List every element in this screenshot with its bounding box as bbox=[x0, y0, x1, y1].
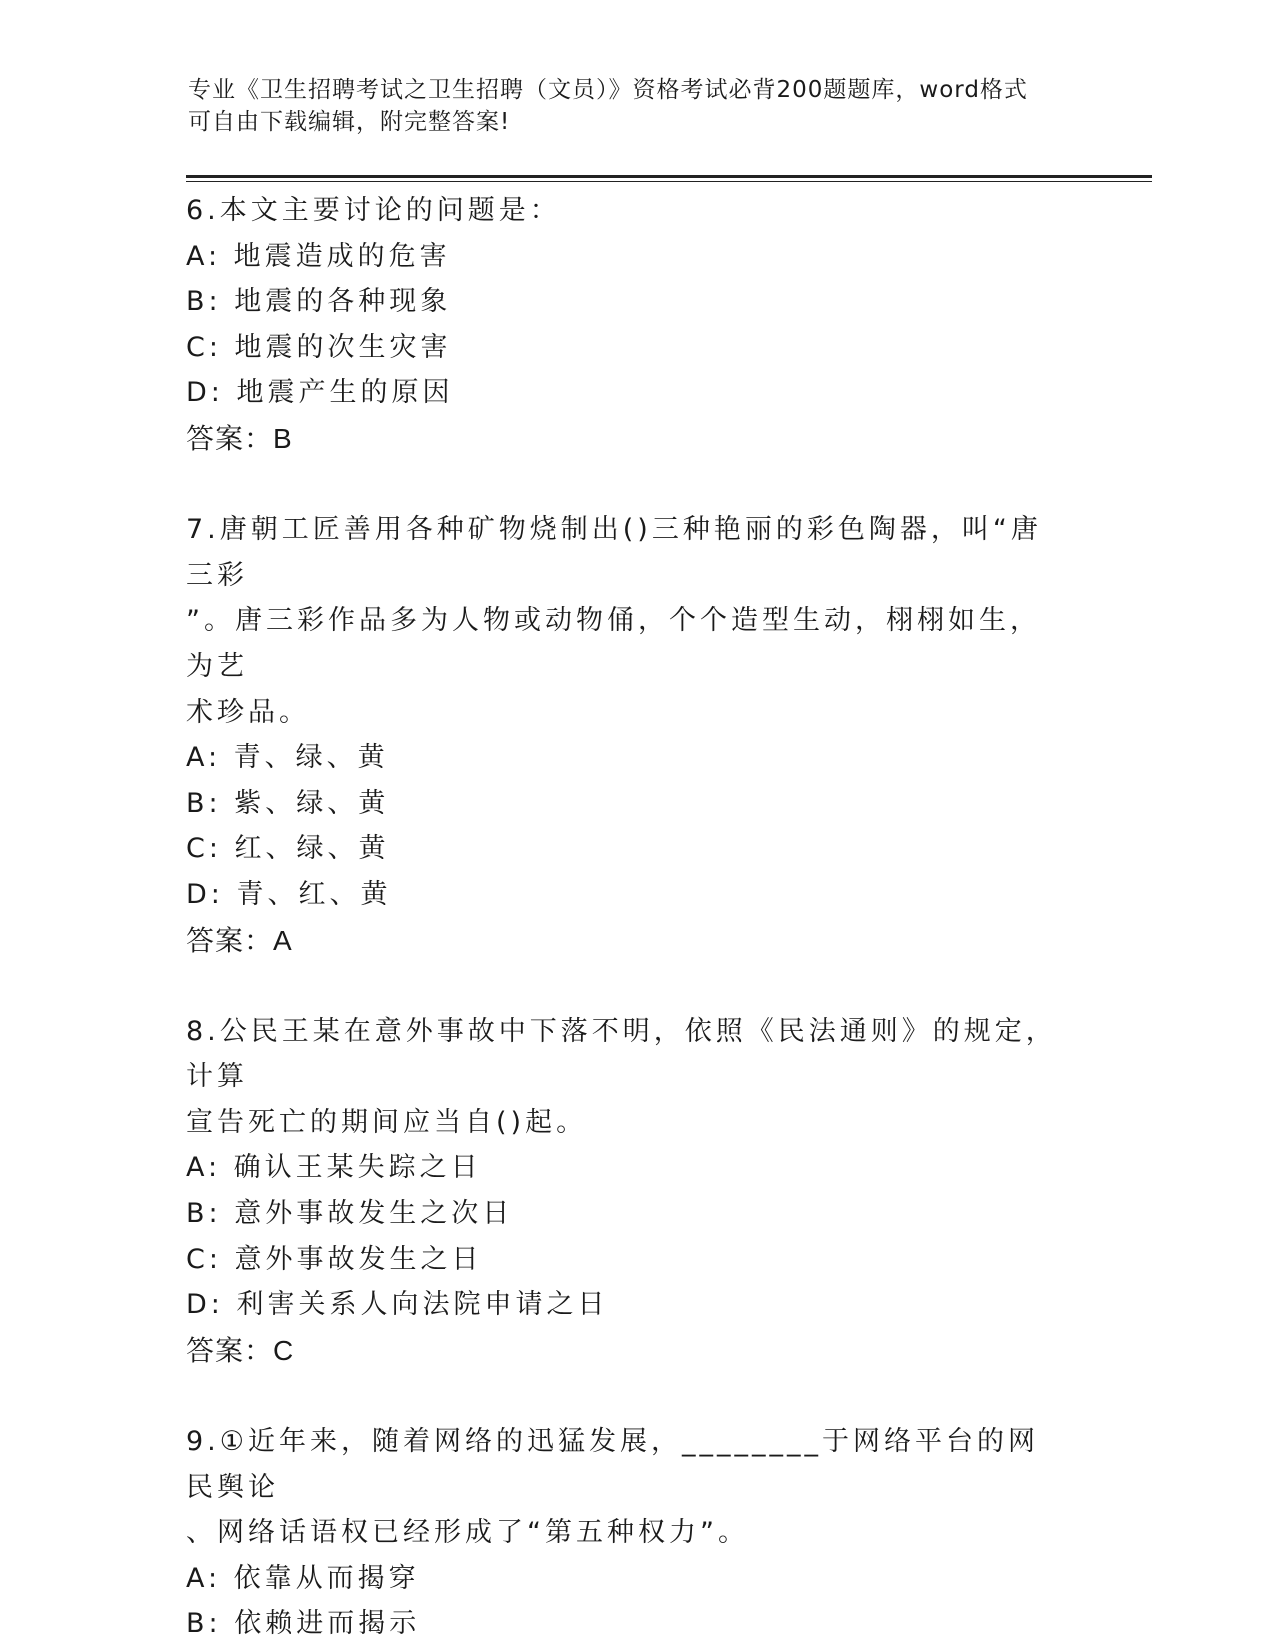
option-a: A: 确认王某失踪之日 bbox=[186, 1152, 482, 1184]
question-stem-line: 7.唐朝工匠善用各种矿物烧制出()三种艳丽的彩色陶器，叫“唐三彩 bbox=[186, 514, 1042, 591]
answer-line bbox=[186, 416, 1066, 462]
answer-value: A bbox=[273, 924, 293, 956]
question-stem-line: 、网络话语权已经形成了“第五种权力”。 bbox=[186, 1517, 749, 1549]
question-stem-line: 宣告死亡的期间应当自()起。 bbox=[186, 1106, 588, 1138]
option-b: B: 紫、绿、黄 bbox=[186, 787, 390, 819]
question-8 bbox=[186, 1009, 1066, 1374]
option-b: B: 依赖进而揭示 bbox=[186, 1608, 421, 1640]
question-stem-line: ”。唐三彩作品多为人物或动物俑，个个造型生动，栩栩如生，为艺 bbox=[186, 605, 1041, 682]
header-divider-thin bbox=[186, 181, 1152, 182]
question-stem-line: 9.①近年来，随着网络的迅猛发展，________于网络平台的网民舆论 bbox=[186, 1426, 1039, 1503]
question-stem-line: 6.本文主要讨论的问题是： bbox=[186, 195, 561, 226]
answer-line bbox=[186, 918, 1066, 964]
question-7 bbox=[186, 507, 1066, 963]
option-a: A: 地震造成的危害 bbox=[186, 240, 451, 272]
option-b: B: 意外事故发生之次日 bbox=[186, 1198, 514, 1230]
option-c: C: 意外事故发生之日 bbox=[186, 1243, 483, 1275]
answer-label: 答案： bbox=[186, 1333, 274, 1367]
answer-value: C bbox=[273, 1334, 295, 1366]
document-header bbox=[188, 74, 1068, 138]
header-divider-thick bbox=[186, 175, 1152, 178]
question-stem-line: 8.公民王某在意外事故中下落不明，依照《民法通则》的规定，计算 bbox=[186, 1015, 1057, 1093]
option-d: D: 青、红、黄 bbox=[186, 878, 392, 910]
answer-label: 答案： bbox=[186, 923, 274, 957]
option-d: D: 利害关系人向法院申请之日 bbox=[186, 1289, 609, 1321]
answer-label: 答案： bbox=[186, 421, 274, 455]
option-c: C: 红、绿、黄 bbox=[186, 833, 390, 865]
header-line-2: 可自由下载编辑，附完整答案! bbox=[188, 109, 511, 135]
option-d: D: 地震产生的原因 bbox=[186, 377, 454, 409]
question-stem-line: 术珍品。 bbox=[186, 696, 310, 728]
option-a: A: 青、绿、黄 bbox=[186, 742, 389, 774]
answer-line bbox=[186, 1328, 1066, 1374]
option-c: C: 地震的次生灾害 bbox=[186, 331, 452, 363]
header-line-1: 专业《卫生招聘考试之卫生招聘（文员）》资格考试必背200题题库，word格式 bbox=[188, 77, 1028, 103]
question-6 bbox=[186, 188, 1066, 462]
option-a: A: 依靠从而揭穿 bbox=[186, 1562, 420, 1594]
question-list bbox=[186, 188, 1066, 1647]
question-9 bbox=[186, 1419, 1066, 1647]
option-b: B: 地震的各种现象 bbox=[186, 286, 452, 318]
answer-value: B bbox=[273, 422, 293, 454]
